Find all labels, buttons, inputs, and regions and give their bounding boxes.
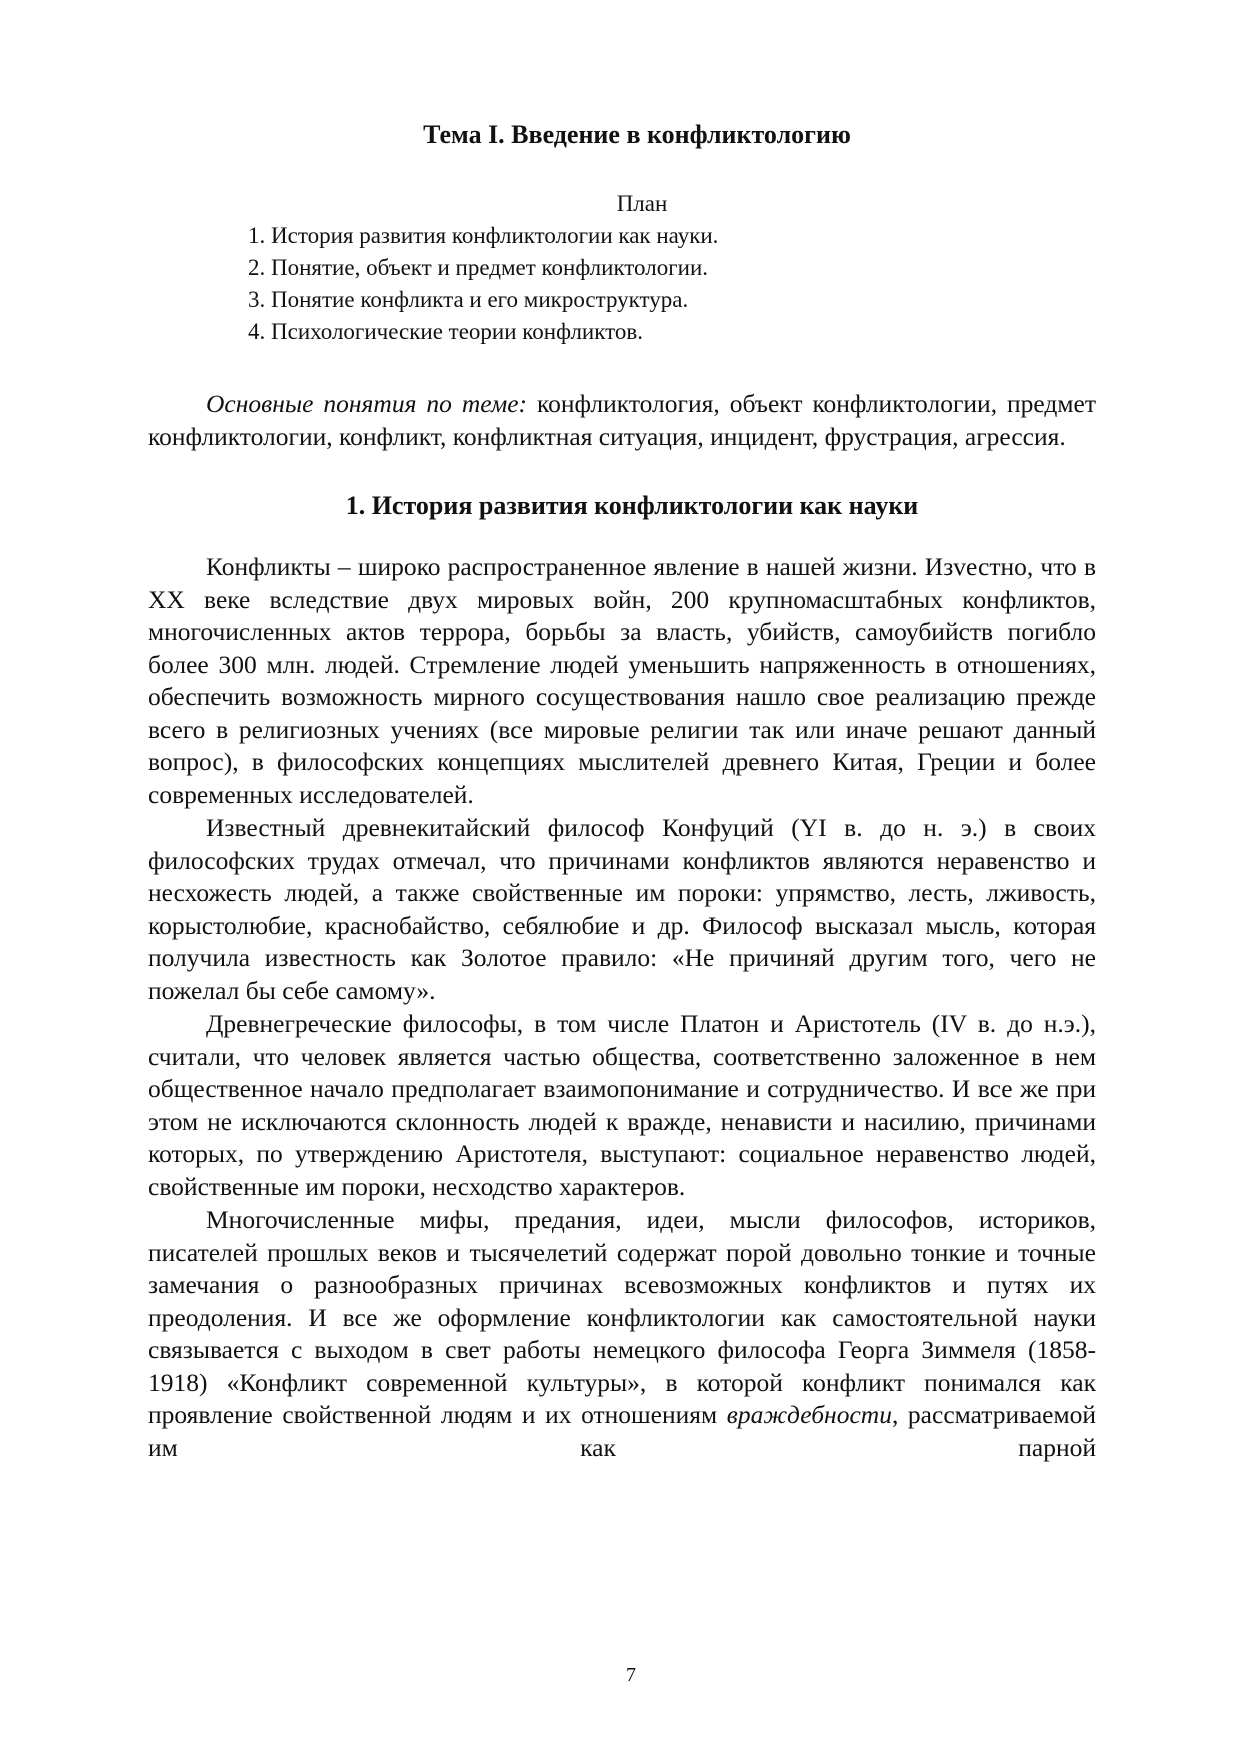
paragraph: Конфликты – широко распространенное явление в нашей жизни. Изvестно, что в XX веке вследствие двух мировых войн, 200 крупномасштабных конфликтов, многочисленных актов террора, борьбы за власть, убийств, самоубийств погибло более 300 млн. людей. Стремление людей уменьшить напряженность в отношениях, обеспечить возможность мирного сосуществования нашло свое реализацию прежде всего в религиозных учениях (все мировые религии так или иначе решают данный вопрос), в философских концепциях мыслителей древнего Китая, Греции и более современных исследователей. xyxy=(148,552,1096,809)
plan-item: 2. Понятие, объект и предмет конфликтологии. xyxy=(248,255,709,280)
page-number: 7 xyxy=(626,1664,636,1686)
plan-item: 3. Понятие конфликта и его микроструктура. xyxy=(248,287,689,312)
page-title: Тема I. Введение в конфликтологию xyxy=(423,120,851,149)
key-concepts-text: конфликтология, объект конфликтологии, предмет конфликтологии, конфликт, конфликтная ситуация, инцидент, фрустрация, агрессия. xyxy=(148,389,1096,451)
plan-list xyxy=(148,220,1096,348)
document-page xyxy=(148,110,1096,1730)
paragraph-text: , рассматриваемой им как парной xyxy=(148,1400,1096,1462)
section-title: 1. История развития конфликтологии как науки xyxy=(345,491,919,520)
key-concepts-label: Основные понятия по теме: xyxy=(206,389,528,418)
paragraph: Древнегреческие философы, в том числе Платон и Аристотель (IV в. до н.э.), считали, что человек является частью общества, соответственно заложенное в нем общественное начало предполагает взаимопонимание и сотрудничество. И все же при этом не исключаются склонность людей к вражде, ненависти и насилию, причинами которых, по утверждению Аристотеля, выступают: социальное неравенство людей, свойственные им пороки, несходство характеров. xyxy=(148,1009,1096,1201)
plan-label: План xyxy=(616,191,668,216)
paragraph-text: Многочисленные мифы, предания, идеи, мысли философов, историков, писателей прошлых веков и тысячелетий содержат порой довольно тонкие и точные замечания о разнообразных причинах всевозможных конфликтов и путях их преодоления. И все же оформление конфликтологии как самостоятельной науки связывается с выходом в свет работы немецкого философа Георга Зиммеля (1858-1918) «Конфликт современной культуры», в которой конфликт понимался как проявление свойственной людям и их отношениям xyxy=(148,1205,1096,1429)
emphasis-term: враждебности xyxy=(726,1400,892,1429)
plan-item: 1. История развития конфликтологии как науки. xyxy=(248,223,719,248)
key-concepts xyxy=(148,388,1096,453)
paragraph: Известный древнекитайский философ Конфуций (YI в. до н. э.) в своих философских трудах отмечал, что причинами конфликтов являются неравенство и несхожесть людей, а также свойственные им пороки: упрямство, лесть, лживость, корыстолюбие, краснобайство, себялюбие и др. Философ высказал мысль, которая получила известность как Золотое правило: «Не причиняй другим того, чего не пожелал бы себе самому». xyxy=(148,813,1096,1005)
paragraph xyxy=(148,1204,1096,1464)
plan-item: 4. Психологические теории конфликтов. xyxy=(248,319,643,344)
